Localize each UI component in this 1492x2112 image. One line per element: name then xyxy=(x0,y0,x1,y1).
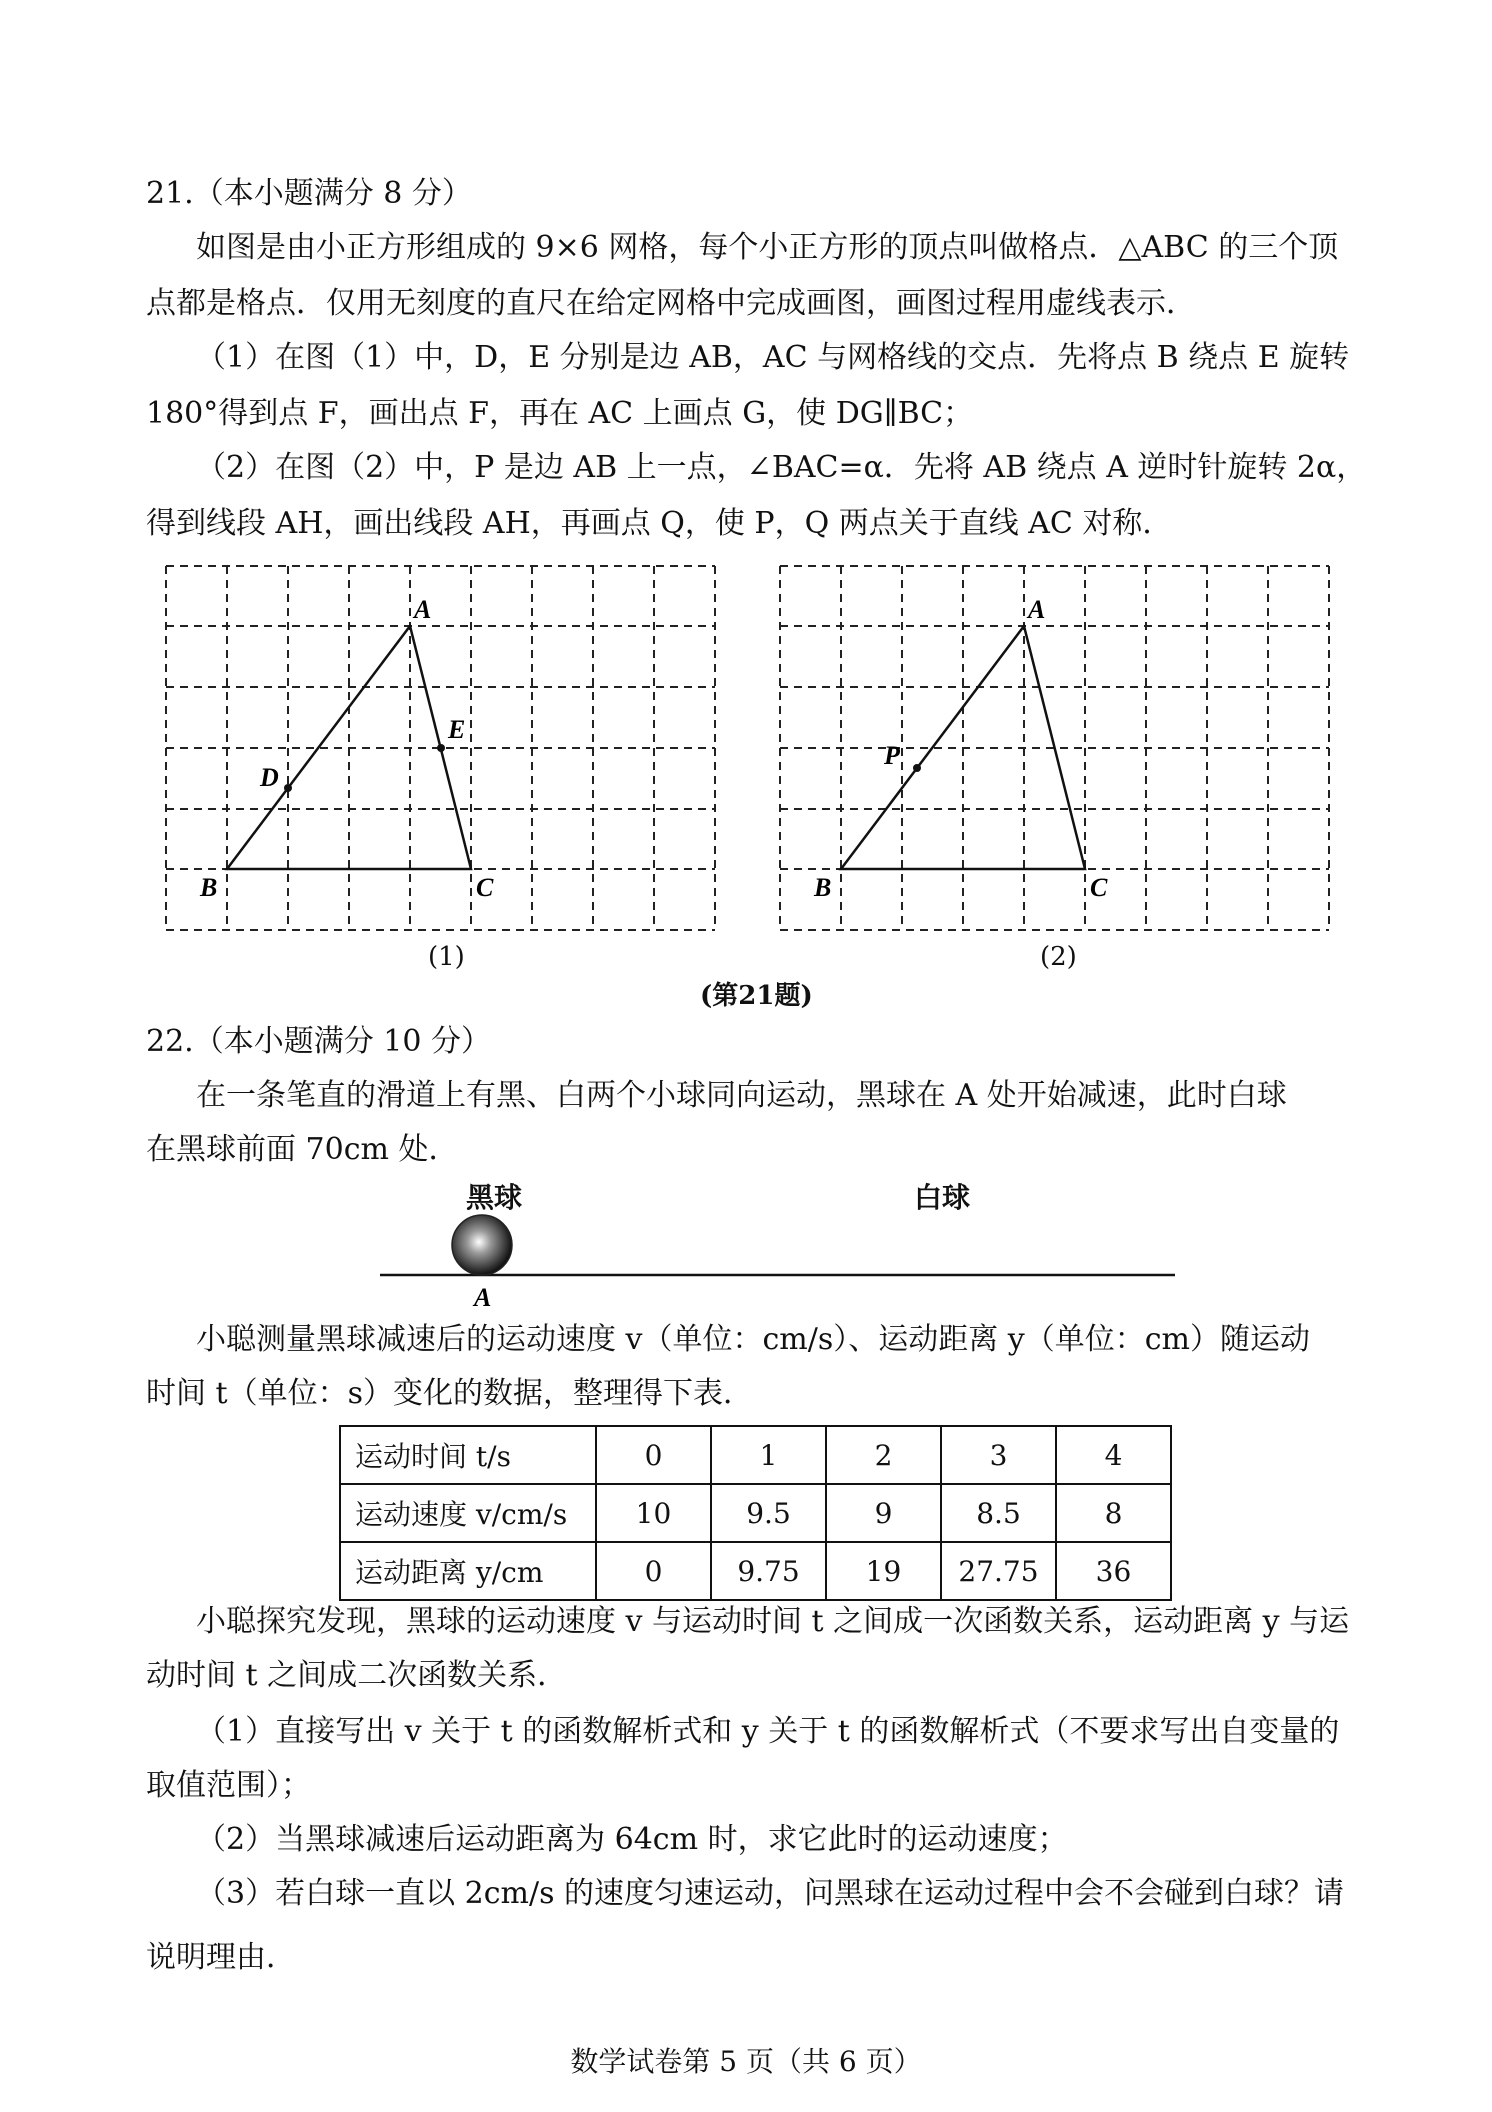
table-cell: 36 xyxy=(1056,1542,1171,1600)
table-row-header: 运动速度 v/cm/s xyxy=(340,1484,596,1542)
table-cell: 27.75 xyxy=(941,1542,1056,1600)
table-cell: 8.5 xyxy=(941,1484,1056,1542)
q21-intro-line1: 如图是由小正方形组成的 9×6 网格，每个小正方形的顶点叫做格点．△ABC 的三个顶 xyxy=(196,230,1339,265)
table-cell: 10 xyxy=(596,1484,711,1542)
table-cell: 0 xyxy=(596,1426,711,1484)
slide-track-diagram xyxy=(380,1210,1180,1310)
point-d xyxy=(284,784,292,792)
figure-caption: (第21题) xyxy=(700,981,813,1011)
q21-part2-line1: （2）在图（2）中，P 是边 AB 上一点，∠BAC=α．先将 AB 绕点 A 逆时针旋转 2α， xyxy=(196,450,1367,485)
black-ball xyxy=(452,1215,512,1275)
q22-intro-line1: 在一条笔直的滑道上有黑、白两个小球同向运动，黑球在 A 处开始减速，此时白球 xyxy=(196,1078,1287,1113)
q21-part1-line2: 180°得到点 F，画出点 F，再在 AC 上画点 G，使 DG∥BC； xyxy=(146,396,974,431)
figure-2-grid xyxy=(774,560,1344,940)
label-b: B xyxy=(200,873,218,902)
table-cell: 4 xyxy=(1056,1426,1171,1484)
table-cell: 0 xyxy=(596,1542,711,1600)
figure-1-grid xyxy=(160,560,730,940)
q22-finding-line1: 小聪探究发现，黑球的运动速度 v 与运动时间 t 之间成一次函数关系，运动距离 y 与运 xyxy=(196,1604,1350,1639)
table-cell: 1 xyxy=(711,1426,826,1484)
q22-intro-line2: 在黑球前面 70cm 处． xyxy=(146,1132,459,1167)
table-row xyxy=(340,1426,1171,1484)
q22-heading: 22.（本小题满分 10 分） xyxy=(146,1024,491,1059)
q22-part1-line2: 取值范围）； xyxy=(146,1768,311,1803)
table-cell: 9 xyxy=(826,1484,941,1542)
label-d: D xyxy=(260,763,279,792)
figure-1-caption: (1) xyxy=(428,942,465,972)
q21-part2-line2: 得到线段 AH，画出线段 AH，再画点 Q，使 P，Q 两点关于直线 AC 对称． xyxy=(146,506,1173,541)
q22-finding-line2: 动时间 t 之间成二次函数关系． xyxy=(146,1658,568,1693)
table-row-header: 运动距离 y/cm xyxy=(340,1542,596,1600)
table-cell: 2 xyxy=(826,1426,941,1484)
label-e: E xyxy=(448,715,466,744)
point-e xyxy=(437,744,445,752)
table-cell: 9.75 xyxy=(711,1542,826,1600)
label-a: A xyxy=(1028,595,1046,624)
q21-part1-line1: （1）在图（1）中，D，E 分别是边 AB，AC 与网格线的交点．先将点 B 绕点 E 旋转 xyxy=(196,340,1350,375)
table-cell: 8 xyxy=(1056,1484,1171,1542)
label-a: A xyxy=(414,595,432,624)
q22-part1-line1: （1）直接写出 v 关于 t 的函数解析式和 y 关于 t 的函数解析式（不要求写出自变量的 xyxy=(196,1714,1340,1749)
q22-part2: （2）当黑球减速后运动距离为 64cm 时，求它此时的运动速度； xyxy=(196,1822,1068,1857)
table-row-header: 运动时间 t/s xyxy=(340,1426,596,1484)
table-cell: 3 xyxy=(941,1426,1056,1484)
label-p: P xyxy=(884,741,900,770)
q22-measure-line2: 时间 t（单位：s）变化的数据，整理得下表． xyxy=(146,1376,753,1411)
black-ball-label: 黑球 xyxy=(466,1181,523,1214)
white-ball-label: 白球 xyxy=(914,1181,971,1214)
label-c: C xyxy=(476,873,494,902)
label-b: B xyxy=(814,873,832,902)
point-a-label: A xyxy=(474,1283,492,1310)
page-footer: 数学试卷第 5 页（共 6 页） xyxy=(570,2045,922,2078)
table-cell: 19 xyxy=(826,1542,941,1600)
q22-part3-line1: （3）若白球一直以 2cm/s 的速度匀速运动，问黑球在运动过程中会不会碰到白球？请 xyxy=(196,1876,1344,1911)
figure-2-caption: (2) xyxy=(1040,942,1077,972)
q22-measure-line1: 小聪测量黑球减速后的运动速度 v（单位：cm/s）、运动距离 y（单位：cm）随运动 xyxy=(196,1322,1310,1357)
q22-part3-line2: 说明理由． xyxy=(146,1940,296,1975)
q21-intro-line2: 点都是格点．仅用无刻度的直尺在给定网格中完成画图，画图过程用虚线表示． xyxy=(146,286,1196,321)
point-p xyxy=(913,764,921,772)
data-table xyxy=(339,1425,1172,1601)
table-cell: 9.5 xyxy=(711,1484,826,1542)
table-row xyxy=(340,1484,1171,1542)
table-row xyxy=(340,1542,1171,1600)
label-c: C xyxy=(1090,873,1108,902)
q21-heading: 21.（本小题满分 8 分） xyxy=(146,176,472,211)
